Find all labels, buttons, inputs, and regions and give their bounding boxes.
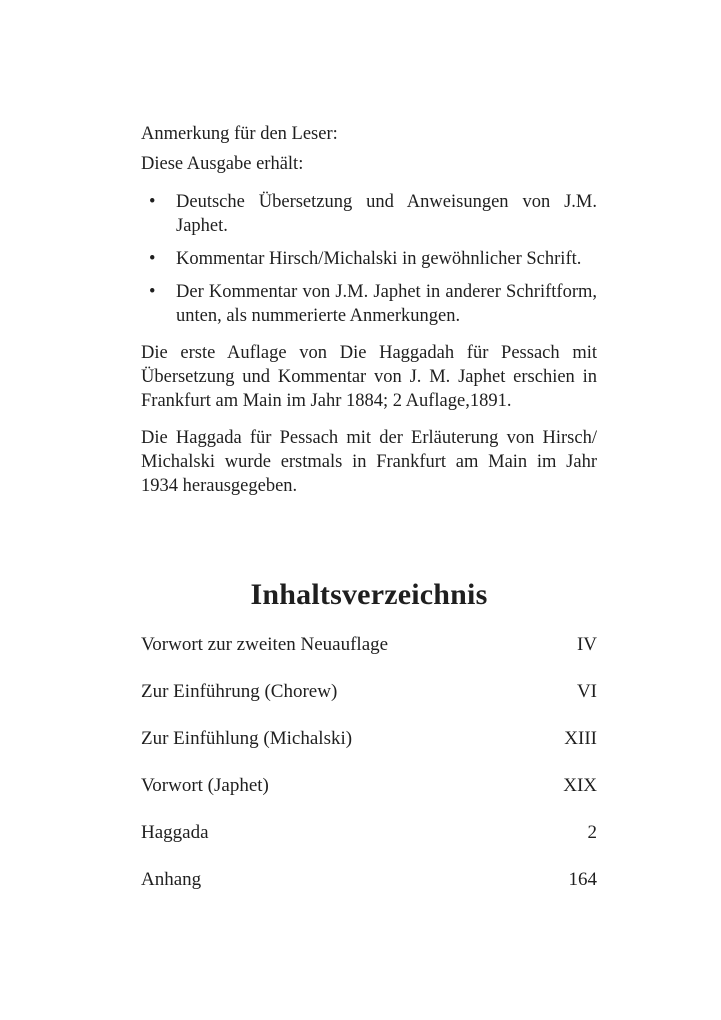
reader-note-heading: Anmerkung für den Leser: (141, 124, 338, 144)
list-item (141, 247, 597, 271)
bullet-text-line: Der Kommentar von J.M. Japhet in anderer Schriftform, (176, 282, 597, 302)
toc-entry-label: Vorwort zur zweiten Neuauflage (141, 634, 389, 655)
bullet-text-line: Kommentar Hirsch/Michalski in gewöhnlicher Schrift. (176, 249, 582, 269)
paragraph-line: Frankfurt am Main im Jahr 1884; 2 Auflage,1891. (141, 391, 512, 411)
toc-entry-label: Zur Einfühlung (Michalski) (141, 728, 353, 749)
toc-entry (141, 821, 597, 845)
toc-entry (141, 727, 597, 751)
paragraph-line: Die Haggada für Pessach mit der Erläuterung von Hirsch/ (141, 428, 597, 448)
toc-entry-label: Haggada (141, 822, 209, 843)
bullet-icon: • (149, 192, 156, 212)
toc-entry-page-number: 2 (587, 822, 597, 843)
paragraph-line: 1934 herausgegeben. (141, 476, 298, 496)
edition-feature-list (141, 190, 597, 328)
edition-contains-line: Diese Ausgabe erhält: (141, 154, 304, 174)
toc-title: Inhaltsverzeichnis (250, 578, 488, 611)
toc-entry (141, 680, 597, 704)
toc-entry-label: Vorwort (Japhet) (141, 775, 269, 796)
page-content (141, 122, 597, 892)
toc-entry (141, 633, 597, 657)
toc-entry-page-number: IV (576, 634, 597, 655)
toc-entry-page-number: XIII (564, 728, 597, 749)
toc-entry-label: Anhang (141, 869, 202, 890)
toc-entry-page-number: 164 (568, 869, 597, 890)
paragraph-first-edition (141, 341, 597, 413)
paragraph-line: Übersetzung und Kommentar von J. M. Japhet erschien in (141, 367, 597, 387)
bullet-icon: • (149, 249, 156, 269)
list-item (141, 280, 597, 328)
bullet-icon: • (149, 282, 156, 302)
paragraph-line: Die erste Auflage von Die Haggadah für Pessach mit (141, 343, 597, 363)
paragraph-hirsch-edition (141, 426, 597, 498)
toc-entry-page-number: XIX (563, 775, 597, 796)
list-item (141, 190, 597, 238)
bullet-text-line: Deutsche Übersetzung und Anweisungen von J.M. (176, 192, 597, 212)
bullet-text-line: unten, als nummerierte Anmerkungen. (176, 306, 461, 326)
toc-entry-label: Zur Einführung (Chorew) (141, 681, 338, 702)
toc-entry-page-number: VI (576, 681, 597, 702)
bullet-text-line: Japhet. (176, 216, 228, 236)
table-of-contents (141, 633, 597, 892)
toc-entry (141, 774, 597, 798)
paragraph-line: Michalski wurde erstmals in Frankfurt am Main im Jahr (141, 452, 597, 472)
toc-entry (141, 868, 597, 892)
